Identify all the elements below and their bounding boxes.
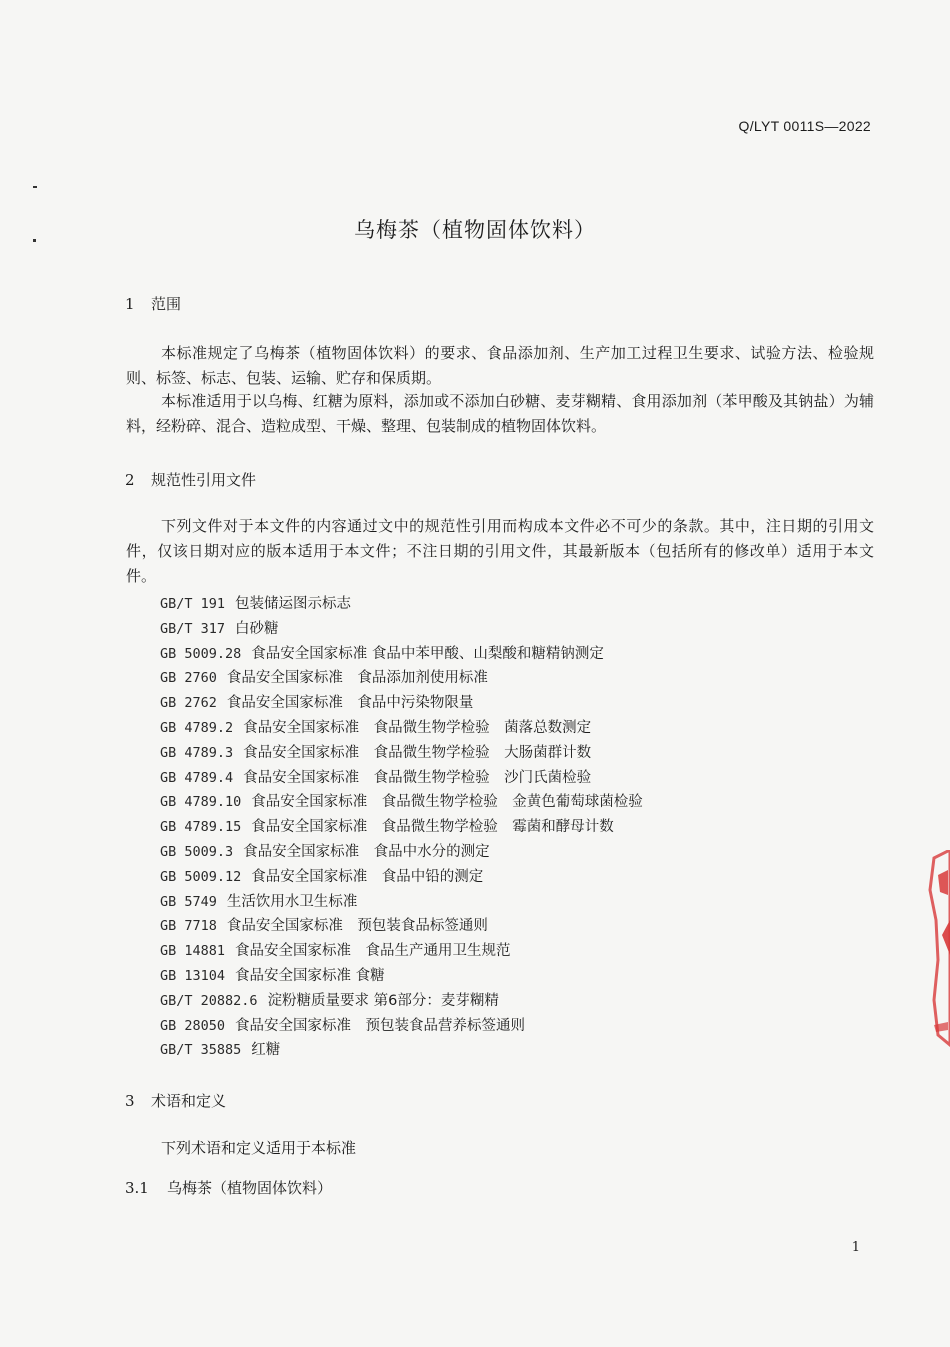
reference-code: GB 13104 — [160, 967, 226, 984]
section-1-heading — [125, 293, 181, 314]
subsection-3-1-heading — [125, 1177, 332, 1198]
reference-code: GB 5009.12 — [160, 868, 242, 885]
section-3-heading — [125, 1090, 226, 1111]
section-number: 1 — [125, 295, 135, 313]
reference-code: GB 5009.3 — [160, 843, 234, 860]
reference-item — [160, 815, 643, 840]
normative-references-list — [160, 592, 643, 1063]
subsection-title: 乌梅茶（植物固体饮料） — [167, 1179, 333, 1197]
reference-item — [160, 617, 643, 642]
reference-item — [160, 741, 643, 766]
reference-title: 食品安全国家标准 食品中污染物限量 — [226, 695, 474, 712]
subsection-number: 3.1 — [125, 1179, 149, 1197]
reference-title: 食品安全国家标准 食品微生物学检验 大肠菌群计数 — [243, 744, 592, 761]
scan-mark — [33, 186, 37, 188]
reference-item — [160, 840, 643, 865]
reference-code: GB/T 317 — [160, 620, 226, 637]
reference-item — [160, 865, 643, 890]
reference-title: 食品安全国家标准 食品添加剂使用标准 — [226, 670, 488, 687]
reference-item — [160, 914, 643, 939]
reference-code: GB 2760 — [160, 670, 217, 687]
reference-title: 食品安全国家标准 预包装食品营养标签通则 — [235, 1017, 526, 1034]
reference-code: GB 28050 — [160, 1017, 226, 1034]
reference-item — [160, 592, 643, 617]
reference-code: GB 4789.4 — [160, 769, 234, 786]
reference-item — [160, 691, 643, 716]
reference-item — [160, 1038, 643, 1063]
section-number: 3 — [125, 1092, 135, 1110]
reference-item — [160, 939, 643, 964]
reference-code: GB 4789.10 — [160, 794, 242, 811]
reference-code: GB/T 191 — [160, 596, 226, 612]
reference-title: 食品安全国家标准 食品微生物学检验 沙门氏菌检验 — [243, 769, 592, 786]
reference-code: GB/T 20882.6 — [160, 992, 258, 1009]
section-2-paragraph: 下列文件对于本文件的内容通过文中的规范性引用而构成本文件必不可少的条款。其中，注日期的引用文件，仅该日期对应的版本适用于本文件；不注日期的引用文件，其最新版本（包括所有的修改单）适用于本文件。 — [126, 517, 874, 585]
reference-code: GB 5749 — [160, 893, 217, 910]
section-3-paragraph: 下列术语和定义适用于本标准 — [161, 1139, 357, 1157]
reference-code: GB 4789.2 — [160, 719, 234, 736]
reference-title: 食品安全国家标准 食品中苯甲酸、山梨酸和糖精钠测定 — [251, 645, 604, 662]
page-number: 1 — [851, 1240, 860, 1255]
reference-title: 生活饮用水卫生标准 — [226, 893, 358, 910]
reference-item — [160, 642, 643, 667]
reference-title: 包装储运图示标志 — [235, 596, 352, 612]
reference-title: 食品安全国家标准 食品生产通用卫生规范 — [235, 943, 511, 960]
reference-code: GB 4789.15 — [160, 819, 242, 836]
section-number: 2 — [125, 471, 135, 489]
reference-item — [160, 666, 643, 691]
reference-item — [160, 766, 643, 791]
reference-title: 食品安全国家标准 食品微生物学检验 金黄色葡萄球菌检验 — [251, 794, 643, 811]
reference-item — [160, 790, 643, 815]
reference-title: 食品安全国家标准 食品中铅的测定 — [251, 868, 484, 885]
reference-item — [160, 716, 643, 741]
reference-title: 食品安全国家标准 预包装食品标签通则 — [226, 918, 488, 935]
reference-code: GB 5009.28 — [160, 645, 242, 662]
reference-item — [160, 1014, 643, 1039]
reference-code: GB 14881 — [160, 943, 226, 960]
section-1-paragraph-1: 本标准规定了乌梅茶（植物固体饮料）的要求、食品添加剂、生产加工过程卫生要求、试验方法、检验规则、标签、标志、包装、运输、贮存和保质期。 — [126, 344, 874, 387]
section-title: 术语和定义 — [151, 1092, 227, 1110]
section-2-heading — [125, 469, 256, 490]
reference-title: 食品安全国家标准 食品微生物学检验 菌落总数测定 — [243, 719, 592, 736]
section-1-paragraph-2: 本标准适用于以乌梅、红糖为原料，添加或不添加白砂糖、麦芽糊精、食用添加剂（苯甲酸及其钠盐）为辅料，经粉碎、混合、造粒成型、干燥、整理、包装制成的植物固体饮料。 — [126, 392, 874, 435]
reference-title: 食品安全国家标准 食糖 — [235, 967, 385, 984]
official-seal-fragment — [928, 850, 950, 1050]
reference-title: 食品安全国家标准 食品微生物学检验 霉菌和酵母计数 — [251, 819, 614, 836]
reference-code: GB 4789.3 — [160, 744, 234, 761]
document-title: 乌梅茶（植物固体饮料） — [354, 218, 596, 242]
section-title: 规范性引用文件 — [151, 471, 257, 489]
reference-code: GB 7718 — [160, 918, 217, 935]
section-title: 范围 — [151, 295, 182, 313]
reference-item — [160, 890, 643, 915]
document-code: Q/LYT 0011S—2022 — [738, 118, 871, 134]
reference-code: GB 2762 — [160, 695, 217, 712]
reference-title: 食品安全国家标准 食品中水分的测定 — [243, 843, 490, 860]
reference-code: GB/T 35885 — [160, 1042, 242, 1059]
reference-title: 淀粉糖质量要求 第6部分：麦芽糊精 — [267, 992, 499, 1009]
reference-item — [160, 989, 643, 1014]
reference-title: 白砂糖 — [235, 620, 279, 637]
reference-title: 红糖 — [251, 1042, 281, 1059]
reference-item — [160, 964, 643, 989]
